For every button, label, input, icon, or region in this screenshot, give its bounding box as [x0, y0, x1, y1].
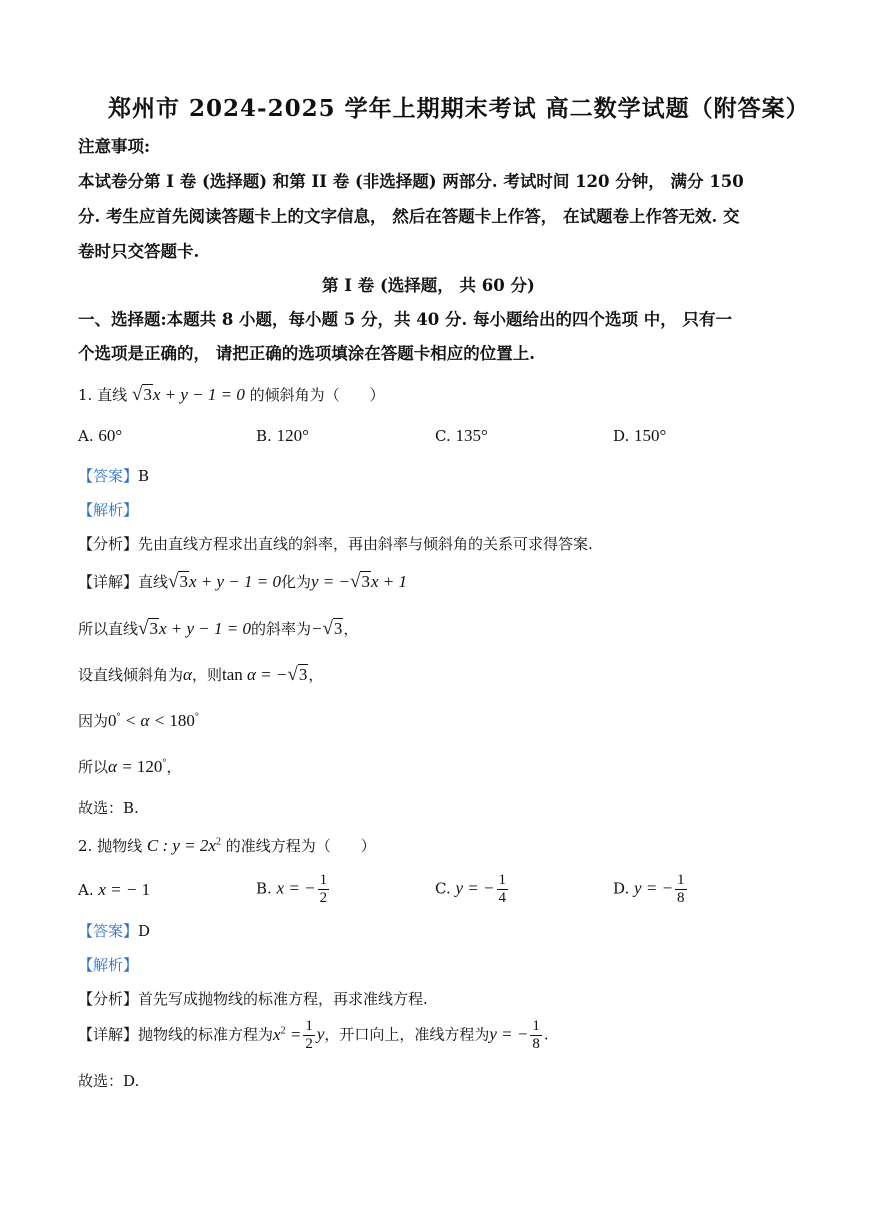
page-title: 郑州市 2024-2025 学年上期期末考试 高二数学试题（附答案）	[108, 95, 810, 122]
notice-line-3: 卷时只交答题卡.	[78, 242, 200, 261]
q1-answer: 【答案】B	[78, 467, 150, 485]
q1-prefix: 1. 直线	[78, 386, 128, 404]
q2-stem: 2. 抛物线 C : $y = 2x^2$ 的准线方程为（ ）	[78, 836, 376, 855]
q1-choose: 故选：B.	[78, 799, 139, 817]
q1-option-d: D. 150°	[613, 426, 667, 445]
q1-detail-2: 所以直线√3x + y − 1 = 0的斜率为−√3，	[78, 618, 359, 639]
q2-option-c: C. y = − $\frac{1}{4}$	[435, 872, 506, 906]
q2-option-a: A. x = − 1	[78, 880, 151, 899]
notice-heading: 注意事项:	[78, 137, 151, 156]
q2-detail-1: 【详解】抛物线的标准方程为$x^2$ = $\frac{1}{2}$ y，开口向上，准线方程为y = − $\frac{1}{8}$ .	[78, 1018, 549, 1052]
q2-answer: 【答案】D	[78, 922, 151, 940]
notice-line-2: 分. 考生应首先阅读答题卡上的文字信息， 然后在答题卡上作答， 在试题卷上作答无效. 交	[78, 207, 740, 226]
q1-analysis-label: 【解析】	[78, 501, 139, 519]
q2-choose: 故选：D.	[78, 1072, 140, 1090]
q2-option-d: D. y = − $\frac{1}{8}$	[613, 872, 685, 906]
section-title: 第 I 卷 (选择题， 共 60 分)	[322, 276, 535, 295]
part1-instructions-line-2: 个选项是正确的， 请把正确的选项填涂在答题卡相应的位置上.	[78, 344, 535, 363]
q1-option-b: B. 120°	[256, 426, 309, 445]
q1-suffix: 的倾斜角为（ ）	[249, 386, 385, 404]
part1-instructions-line-1: 一、选择题:本题共 8 小题，每小题 5 分，共 40 分. 每小题给出的四个选项 中， 只有一	[78, 310, 732, 329]
q2-analysis-label: 【解析】	[78, 956, 139, 974]
notice-line-1: 本试卷分第 I 卷 (选择题) 和第 II 卷 (非选择题) 两部分. 考试时间 120 分钟， 满分 150	[78, 172, 744, 191]
q1-option-a: A. 60°	[78, 426, 123, 445]
q1-detail-4: 因为0° < α < 180°	[78, 711, 199, 730]
q1-option-c: C. 135°	[435, 426, 488, 445]
q1-equation: √3x + y − 1 = 0	[131, 384, 245, 405]
q2-fenxi: 【分析】首先写成抛物线的标准方程，再求准线方程.	[78, 990, 428, 1008]
q1-detail-3: 设直线倾斜角为α，则tan α = −√3，	[78, 664, 324, 685]
q2-option-b: B. x = − $\frac{1}{2}$	[256, 872, 328, 906]
q1-fenxi: 【分析】先由直线方程求出直线的斜率，再由斜率与倾斜角的关系可求得答案.	[78, 535, 593, 553]
q1-stem	[78, 384, 385, 406]
q1-detail-5: 所以α = 120°，	[78, 757, 182, 776]
q1-detail-1: 【详解】直线√3x + y − 1 = 0化为y = −√3x + 1	[78, 571, 407, 592]
